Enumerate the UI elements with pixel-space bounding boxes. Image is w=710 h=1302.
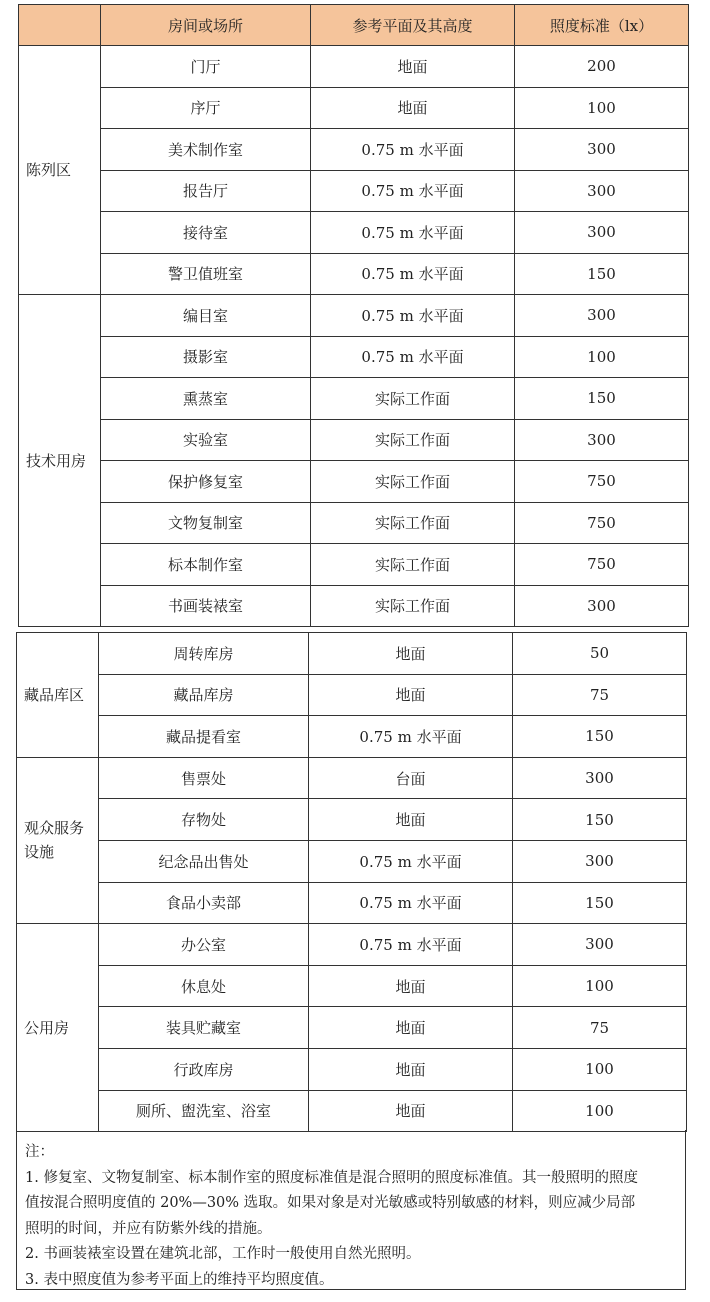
table-row	[19, 212, 689, 254]
table-row	[19, 502, 689, 544]
notes-title: 注：	[25, 1144, 54, 1160]
header-lux: 照度标准（lx）	[515, 5, 689, 46]
room-cell: 存物处	[99, 799, 309, 841]
plane-cell: 地面	[309, 1007, 513, 1049]
lux-cell: 300	[513, 840, 687, 882]
plane-cell: 0.75 m 水平面	[311, 336, 515, 378]
room-cell: 藏品提看室	[99, 716, 309, 758]
lux-cell: 100	[513, 1048, 687, 1090]
plane-cell: 地面	[309, 1048, 513, 1090]
lux-cell: 300	[513, 757, 687, 799]
room-cell: 美术制作室	[101, 129, 311, 171]
room-cell: 序厅	[101, 87, 311, 129]
room-cell: 书画装裱室	[101, 585, 311, 627]
room-cell: 装具贮藏室	[99, 1007, 309, 1049]
room-cell: 行政库房	[99, 1048, 309, 1090]
plane-cell: 台面	[309, 757, 513, 799]
note-line: 值按混合照明度值的 20%—30% 选取。如果对象是对光敏感或特别敏感的材料，则应减少局部	[25, 1195, 636, 1211]
note-line: 2. 书画装裱室设置在建筑北部，工作时一般使用自然光照明。	[25, 1246, 421, 1262]
table-row	[19, 129, 689, 171]
table-row	[19, 419, 689, 461]
room-cell: 保护修复室	[101, 461, 311, 503]
table-row	[19, 544, 689, 586]
table-row	[17, 965, 687, 1007]
plane-cell: 0.75 m 水平面	[309, 716, 513, 758]
lux-cell: 750	[515, 461, 689, 503]
plane-cell: 实际工作面	[311, 585, 515, 627]
lux-cell: 150	[513, 882, 687, 924]
plane-cell: 0.75 m 水平面	[309, 840, 513, 882]
lux-cell: 300	[515, 170, 689, 212]
table-row	[19, 170, 689, 212]
plane-cell: 实际工作面	[311, 461, 515, 503]
table-body-bottom	[17, 633, 687, 1132]
lux-cell: 200	[515, 46, 689, 88]
table-row	[19, 253, 689, 295]
plane-cell: 地面	[311, 87, 515, 129]
table-row	[19, 46, 689, 88]
lux-cell: 75	[513, 674, 687, 716]
illuminance-table-bottom	[16, 632, 687, 1132]
lux-cell: 300	[515, 129, 689, 171]
room-cell: 编目室	[101, 295, 311, 337]
lux-cell: 75	[513, 1007, 687, 1049]
lux-cell: 150	[515, 378, 689, 420]
zone-cell: 陈列区	[19, 46, 101, 295]
room-cell: 售票处	[99, 757, 309, 799]
table-row	[17, 1090, 687, 1132]
room-cell: 文物复制室	[101, 502, 311, 544]
room-cell: 摄影室	[101, 336, 311, 378]
room-cell: 办公室	[99, 924, 309, 966]
zone-cell: 公用房	[17, 924, 99, 1132]
lux-cell: 300	[515, 419, 689, 461]
room-cell: 标本制作室	[101, 544, 311, 586]
room-cell: 厕所、盥洗室、浴室	[99, 1090, 309, 1132]
plane-cell: 实际工作面	[311, 502, 515, 544]
room-cell: 门厅	[101, 46, 311, 88]
lux-cell: 150	[515, 253, 689, 295]
room-cell: 周转库房	[99, 633, 309, 675]
lux-cell: 100	[515, 336, 689, 378]
table-row	[19, 461, 689, 503]
lux-cell: 300	[515, 295, 689, 337]
plane-cell: 实际工作面	[311, 544, 515, 586]
plane-cell: 地面	[309, 799, 513, 841]
plane-cell: 0.75 m 水平面	[311, 295, 515, 337]
table-row	[17, 799, 687, 841]
room-cell: 实验室	[101, 419, 311, 461]
zone-cell: 藏品库区	[17, 633, 99, 758]
room-cell: 警卫值班室	[101, 253, 311, 295]
illuminance-table-top	[18, 4, 689, 627]
room-cell: 食品小卖部	[99, 882, 309, 924]
note-line: 照明的时间，并应有防紫外线的措施。	[25, 1220, 272, 1237]
header-plane: 参考平面及其高度	[311, 5, 515, 46]
lux-cell: 100	[515, 87, 689, 129]
table-row	[17, 924, 687, 966]
table-row	[19, 378, 689, 420]
room-cell: 藏品库房	[99, 674, 309, 716]
table-body-top	[19, 46, 689, 627]
plane-cell: 地面	[309, 633, 513, 675]
header-cell-empty	[19, 5, 101, 46]
lux-cell: 750	[515, 502, 689, 544]
note-line: 1. 修复室、文物复制室、标本制作室的照度标准值是混合照明的照度标准值。其一般照明的照度	[25, 1169, 638, 1186]
room-cell: 接待室	[101, 212, 311, 254]
table-row	[19, 87, 689, 129]
plane-cell: 地面	[309, 1090, 513, 1132]
room-cell: 报告厅	[101, 170, 311, 212]
note-line: 3. 表中照度值为参考平面上的维持平均照度值。	[25, 1271, 334, 1288]
table-row	[17, 757, 687, 799]
table-row	[19, 295, 689, 337]
plane-cell: 0.75 m 水平面	[311, 212, 515, 254]
plane-cell: 0.75 m 水平面	[311, 170, 515, 212]
notes-box	[16, 1130, 686, 1290]
plane-cell: 地面	[311, 46, 515, 88]
table-row	[17, 1007, 687, 1049]
table-header-row	[19, 5, 689, 46]
plane-cell: 0.75 m 水平面	[309, 882, 513, 924]
table-row	[17, 674, 687, 716]
plane-cell: 0.75 m 水平面	[311, 129, 515, 171]
lux-cell: 100	[513, 965, 687, 1007]
plane-cell: 0.75 m 水平面	[309, 924, 513, 966]
table-row	[17, 1048, 687, 1090]
plane-cell: 地面	[309, 674, 513, 716]
lux-cell: 300	[515, 585, 689, 627]
lux-cell: 100	[513, 1090, 687, 1132]
lux-cell: 150	[513, 799, 687, 841]
lux-cell: 300	[515, 212, 689, 254]
zone-cell: 技术用房	[19, 295, 101, 627]
table-row	[19, 585, 689, 627]
plane-cell: 0.75 m 水平面	[311, 253, 515, 295]
plane-cell: 实际工作面	[311, 419, 515, 461]
room-cell: 熏蒸室	[101, 378, 311, 420]
plane-cell: 实际工作面	[311, 378, 515, 420]
room-cell: 纪念品出售处	[99, 840, 309, 882]
room-cell: 休息处	[99, 965, 309, 1007]
plane-cell: 地面	[309, 965, 513, 1007]
lux-cell: 150	[513, 716, 687, 758]
header-room: 房间或场所	[101, 5, 311, 46]
table-row	[19, 336, 689, 378]
table-row	[17, 840, 687, 882]
zone-cell: 观众服务设施	[17, 757, 99, 923]
table-row	[17, 633, 687, 675]
table-row	[17, 882, 687, 924]
lux-cell: 50	[513, 633, 687, 675]
table-row	[17, 716, 687, 758]
lux-cell: 750	[515, 544, 689, 586]
lux-cell: 300	[513, 924, 687, 966]
